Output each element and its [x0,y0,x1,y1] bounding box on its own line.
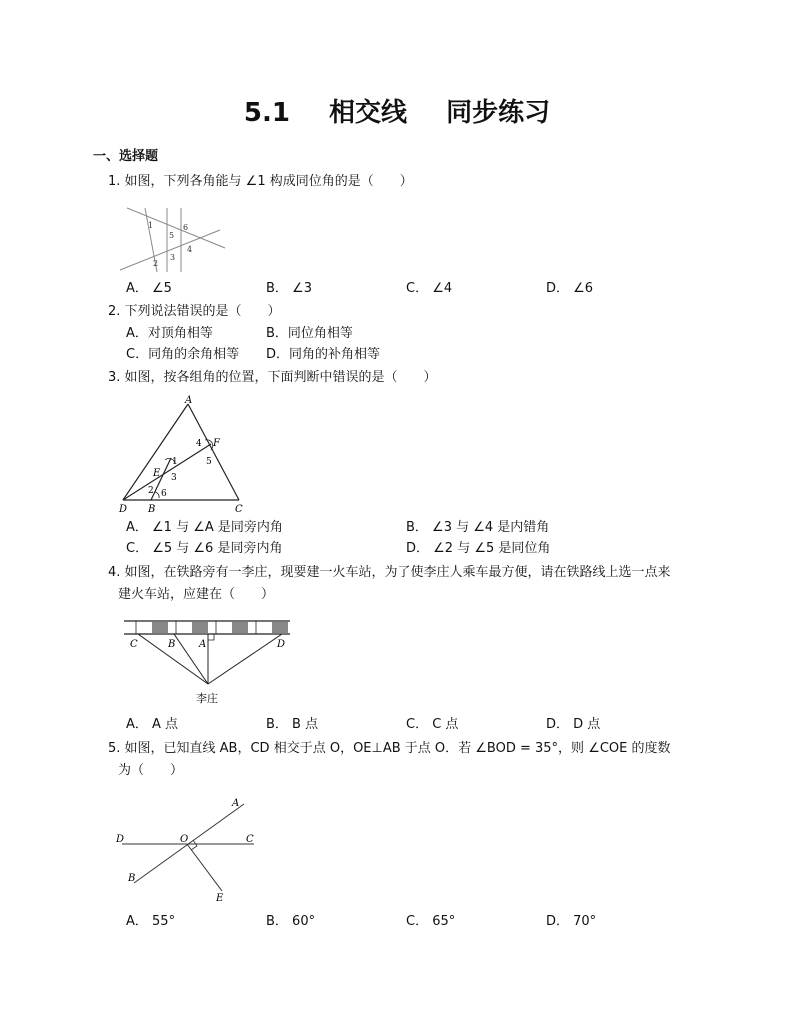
q4-option-c[interactable]: C． C 点 [406,717,459,732]
q3-label-6: 6 [161,489,167,499]
q3-option-b[interactable]: B． ∠3 与 ∠4 是内错角 [406,520,550,535]
q1-option-a[interactable]: A． ∠5 [126,281,172,296]
q3-option-a[interactable]: A． ∠1 与 ∠A 是同旁内角 [126,520,283,535]
question-3-figure [115,392,250,514]
q1-option-b[interactable]: B． ∠3 [266,281,312,296]
q5-label-A: A [232,798,240,809]
q3-label-F: F [213,438,220,449]
q5-option-a[interactable]: A． 55° [126,914,176,929]
q3-label-3: 3 [171,473,177,483]
q4-label-C: C [130,639,138,650]
q3-label-B: B [148,504,156,514]
q4-village-label: 李庄 [196,692,218,705]
q5-option-d[interactable]: D． 70° [546,914,597,929]
q2-option-c[interactable]: C．同角的余角相等 [126,347,240,362]
q1-label-6: 6 [183,223,189,232]
question-4-stem-line1: 4. 如图，在铁路旁有一李庄，现要建一火车站，为了使李庄人乘车最方便，请在铁路线上选一点来 [108,565,671,580]
q1-option-d[interactable]: D． ∠6 [546,281,594,296]
page-title: 5.1 相交线 同步练习 [243,98,551,128]
q2-option-d[interactable]: D．同角的补角相等 [266,347,381,362]
q3-label-1: 1 [172,457,178,467]
q3-label-2: 2 [148,486,154,496]
q3-label-5: 5 [206,457,212,467]
q1-label-1: 1 [148,221,154,230]
q4-option-a[interactable]: A． A 点 [126,717,179,732]
q1-label-3: 3 [170,253,176,262]
q3-label-E: E [153,468,161,479]
question-4-figure [120,617,295,709]
question-4-stem-line2: 建火车站，应建在（ ） [118,587,275,602]
q1-label-4: 4 [187,245,193,254]
q5-label-B: B [128,873,136,884]
question-1-stem: 1. 如图，下列各角能与 ∠1 构成同位角的是（ ） [108,174,413,189]
q2-option-a[interactable]: A．对顶角相等 [126,326,213,341]
q3-label-C: C [235,504,243,514]
question-3-stem: 3. 如图，按各组角的位置，下面判断中错误的是（ ） [108,370,437,385]
q1-label-5: 5 [169,231,175,240]
q4-label-B: B [168,639,176,650]
q4-option-b[interactable]: B． B 点 [266,717,319,732]
q5-option-c[interactable]: C． 65° [406,914,456,929]
question-2-stem: 2. 下列说法错误的是（ ） [108,304,281,319]
q3-label-A: A [185,395,193,406]
question-5-figure [112,793,267,905]
question-5-stem-line2: 为（ ） [118,763,184,778]
q5-label-E: E [216,893,224,904]
q5-label-D: D [116,834,125,845]
question-1-figure [115,200,230,275]
section-heading: 一、选择题 [93,149,159,164]
q2-option-b[interactable]: B．同位角相等 [266,326,353,341]
q1-label-2: 2 [153,259,159,268]
q4-option-d[interactable]: D． D 点 [546,717,601,732]
q3-label-D: D [119,504,128,514]
q3-option-d[interactable]: D． ∠2 与 ∠5 是同位角 [406,541,551,556]
question-5-stem-line1: 5. 如图，已知直线 AB，CD 相交于点 O，OE⊥AB 于点 O．若 ∠BOD = 35°，则 ∠COE 的度数 [108,741,671,756]
q4-label-A: A [199,639,207,650]
q4-label-D: D [277,639,286,650]
q3-option-c[interactable]: C． ∠5 与 ∠6 是同旁内角 [126,541,283,556]
q1-option-c[interactable]: C． ∠4 [406,281,453,296]
q5-label-C: C [246,834,254,845]
q3-label-4: 4 [196,439,202,449]
q5-option-b[interactable]: B． 60° [266,914,316,929]
q5-label-O: O [180,834,189,845]
